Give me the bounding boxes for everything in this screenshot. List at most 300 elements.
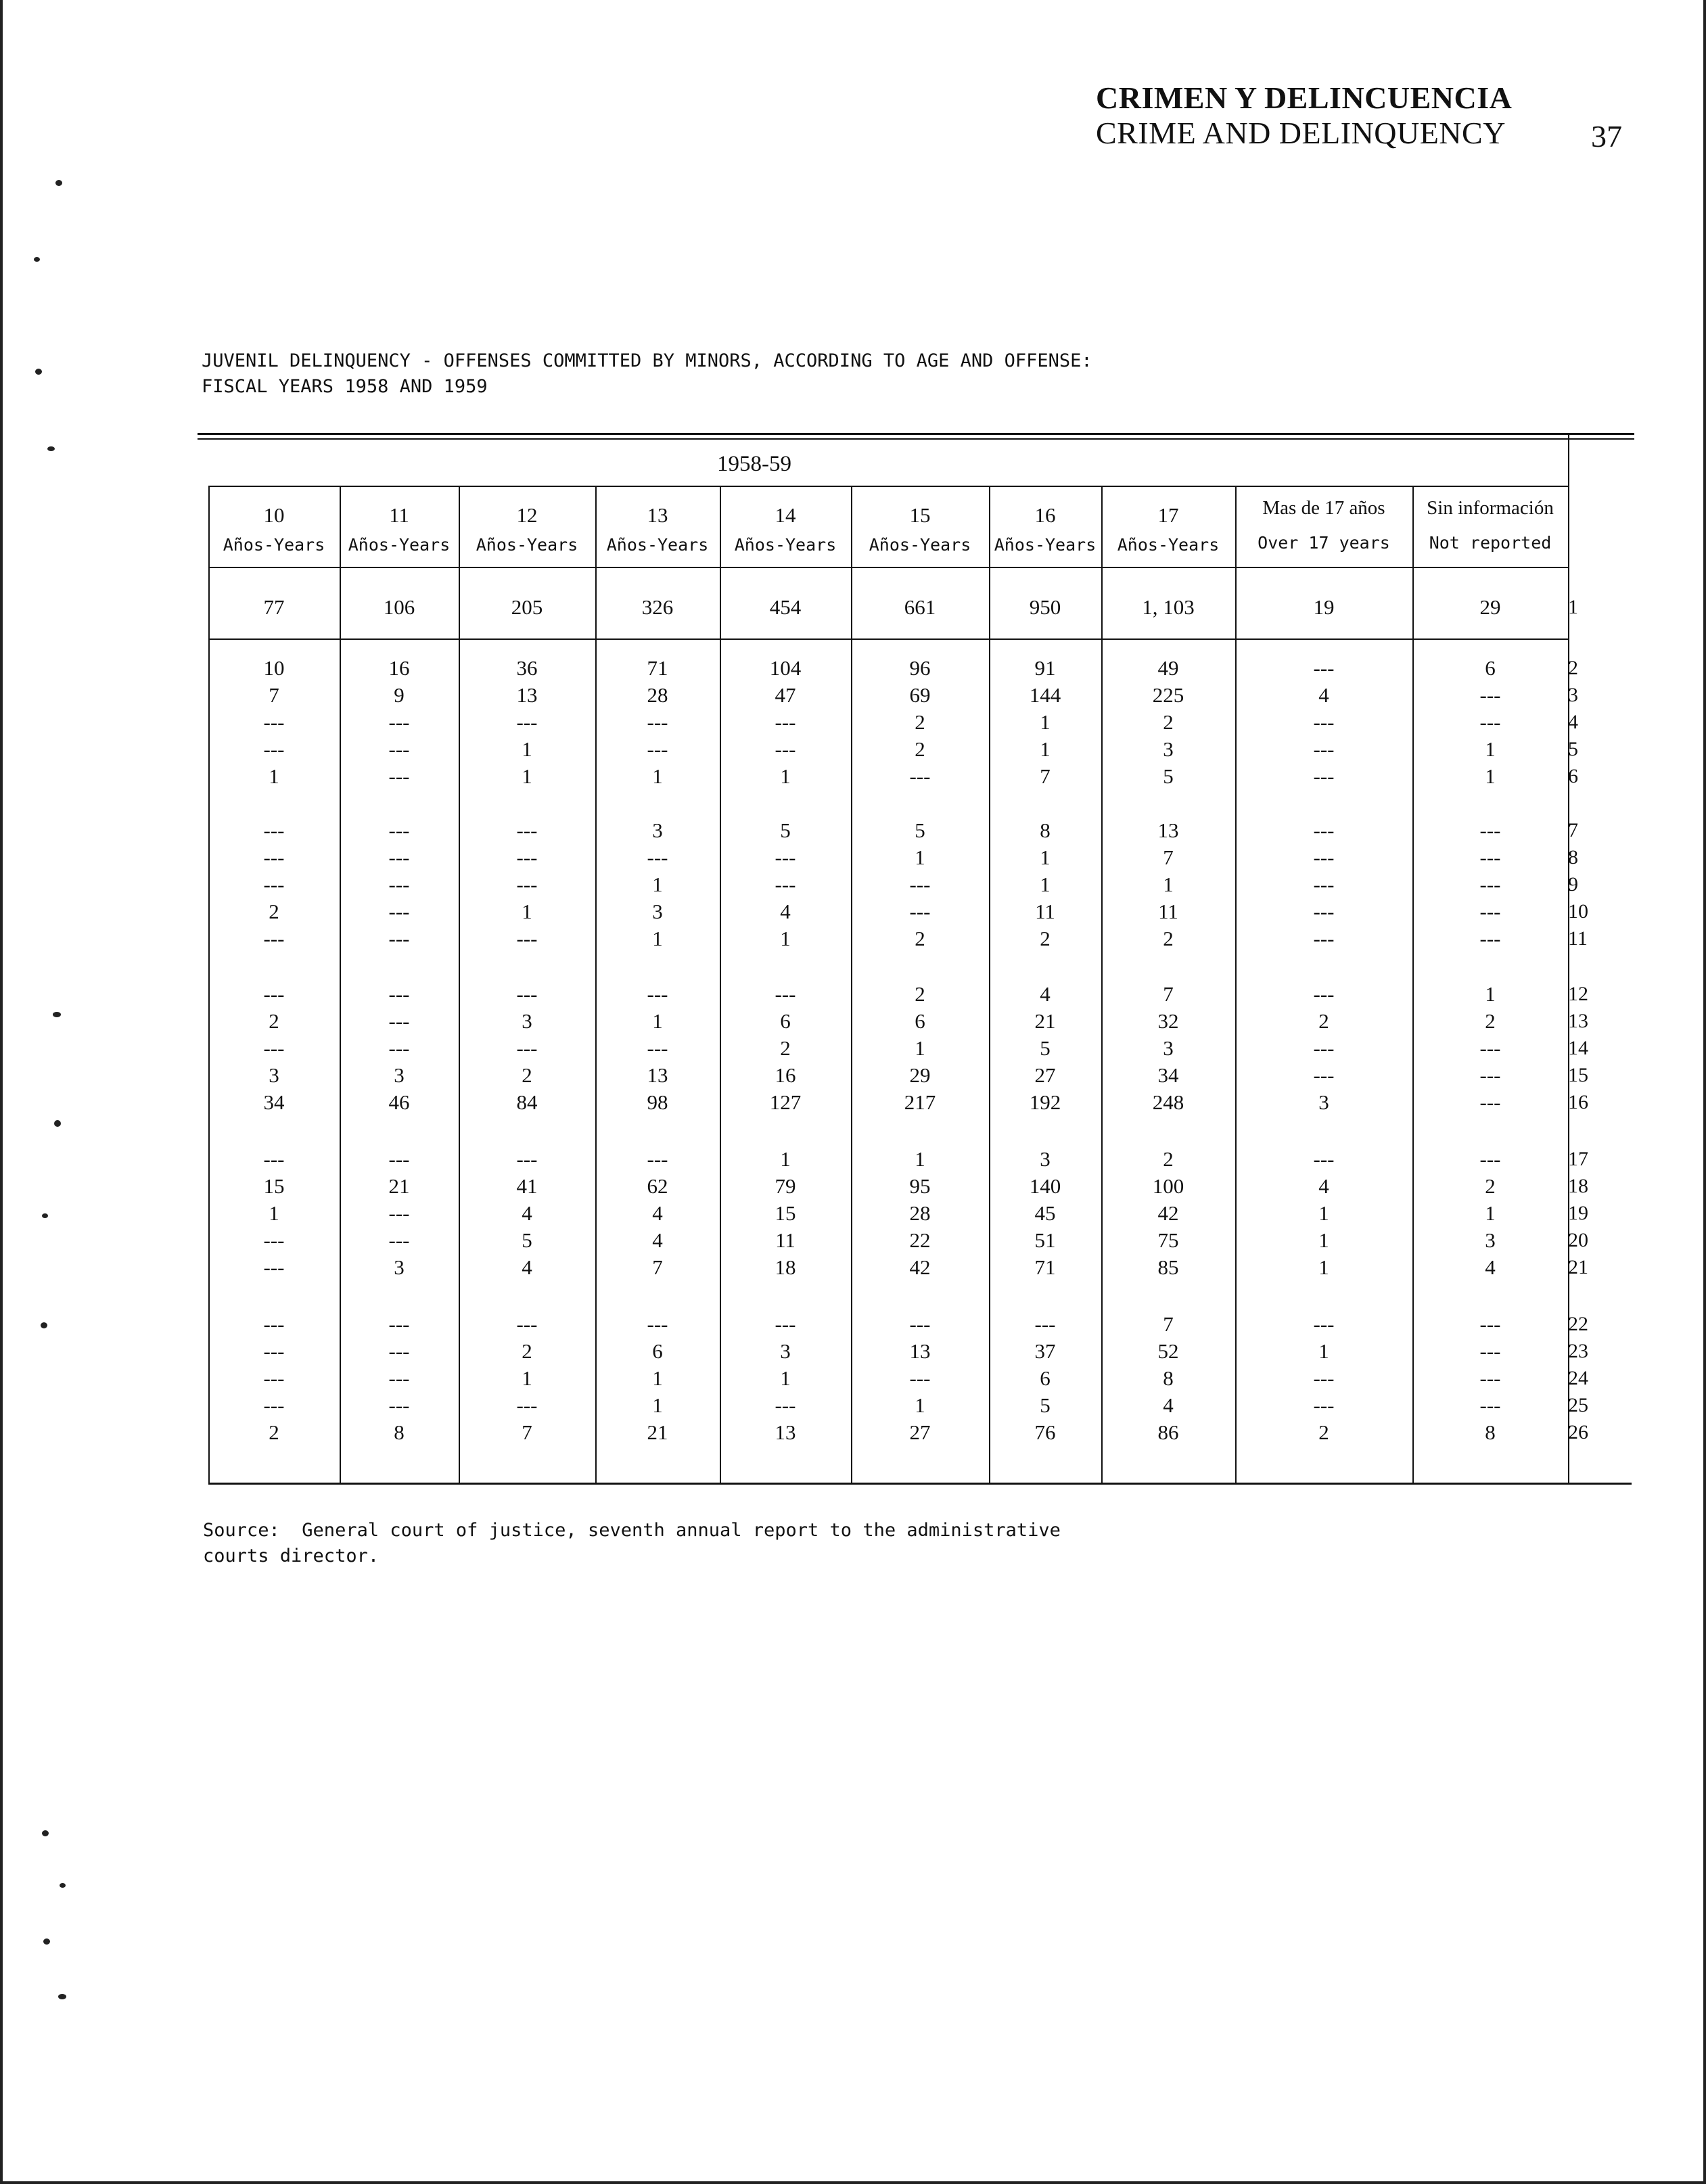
table-cell: 1 [1485, 1201, 1496, 1225]
column-header-top: 15 [909, 503, 931, 527]
table-cell: 5 [780, 818, 791, 842]
scan-speck [35, 369, 42, 375]
table-cell: 15 [775, 1201, 796, 1225]
table-cell: 28 [909, 1201, 931, 1225]
table-cell: 11 [775, 1228, 796, 1252]
row-number: 25 [1568, 1394, 1588, 1416]
table-cell: 28 [647, 683, 668, 707]
column-header-bottom: Años-Years [869, 535, 971, 555]
table-cell: 1 [1040, 710, 1051, 734]
table-cell: 4 [1163, 1393, 1174, 1417]
table-cell: --- [909, 900, 931, 923]
column-header-bottom: Años-Years [476, 535, 578, 555]
table-cell: 7 [1163, 845, 1174, 869]
scan-speck [60, 1883, 66, 1888]
table-cell: 71 [1034, 1255, 1056, 1279]
row-number: 8 [1568, 846, 1578, 868]
table-cell: 4 [522, 1201, 532, 1225]
column-header [1412, 497, 1568, 558]
table-cell: 1 [915, 1147, 925, 1171]
table-cell: 1 [1318, 1228, 1329, 1252]
table-cell: --- [1479, 1393, 1501, 1417]
table-cell: 85 [1157, 1255, 1179, 1279]
table-cell: 7 [269, 683, 279, 707]
table-cell: --- [1313, 927, 1335, 950]
table-cell: --- [1313, 1036, 1335, 1060]
row-number: 13 [1568, 1010, 1588, 1032]
table-cell: 1 [915, 845, 925, 869]
table-cell: 52 [1157, 1339, 1179, 1363]
table-cell: --- [775, 873, 796, 896]
table-cell: --- [909, 764, 931, 788]
table-cell: 47 [775, 683, 796, 707]
table-cell: --- [1479, 818, 1501, 842]
table-top-rule [198, 433, 1634, 435]
table-cell: --- [263, 1255, 285, 1279]
column-header [208, 501, 340, 560]
table-cell: --- [1313, 818, 1335, 842]
row-number: 26 [1568, 1421, 1588, 1443]
scan-speck [47, 446, 55, 451]
table-cell: 248 [1152, 1090, 1184, 1114]
table-cell: --- [388, 873, 410, 896]
table-cell: 1 [652, 764, 663, 788]
scan-speck [55, 180, 62, 186]
table-cell: 1 [1318, 1339, 1329, 1363]
table-cell: 2 [1485, 1174, 1496, 1198]
row-number: 16 [1568, 1091, 1588, 1113]
table-cell: --- [388, 900, 410, 923]
column-header-bottom: Over 17 years [1258, 533, 1390, 553]
table-cell: 4 [652, 1228, 663, 1252]
table-cell: --- [388, 1201, 410, 1225]
table-cell: 21 [388, 1174, 410, 1198]
table-cell: 98 [647, 1090, 668, 1114]
column-header [720, 501, 851, 560]
table-cell: --- [1034, 1312, 1056, 1336]
table-cell: 1 [269, 764, 279, 788]
table-cell: 4 [780, 900, 791, 923]
table-cell: 8 [394, 1420, 405, 1444]
table-cell: 84 [516, 1090, 538, 1114]
table-cell: 2 [1163, 1147, 1174, 1171]
table-cell: 3 [652, 818, 663, 842]
table-cell: 1 [1040, 873, 1051, 896]
table-cell: --- [516, 982, 538, 1006]
table-cell: 2 [915, 737, 925, 761]
table-cell: --- [1313, 764, 1335, 788]
column-rule [340, 486, 341, 1484]
table-cell: 1 [522, 1366, 532, 1390]
column-header-top: 17 [1157, 503, 1179, 527]
table-cell: 5 [1040, 1393, 1051, 1417]
column-header-top: Mas de 17 años [1262, 497, 1385, 519]
table-cell: --- [647, 1036, 668, 1060]
table-cell: --- [1479, 710, 1501, 734]
table-cell: --- [263, 1393, 285, 1417]
column-header [989, 501, 1101, 560]
row-number: 10 [1568, 900, 1588, 923]
table-cell: 7 [652, 1255, 663, 1279]
table-cell: 1 [915, 1036, 925, 1060]
table-cell: 1 [1318, 1201, 1329, 1225]
table-cell: --- [1479, 845, 1501, 869]
table-cell: --- [516, 1312, 538, 1336]
table-cell: --- [388, 845, 410, 869]
scan-speck [58, 1994, 66, 1999]
table-cell: 1 [522, 764, 532, 788]
table-cell: 4 [1485, 1255, 1496, 1279]
period-rule [208, 486, 1568, 487]
row-number: 9 [1568, 873, 1578, 896]
table-cell: --- [263, 1312, 285, 1336]
table-cell: --- [388, 737, 410, 761]
table-cell: --- [516, 845, 538, 869]
table-cell: 9 [394, 683, 405, 707]
table-cell: --- [516, 1393, 538, 1417]
row-number: 22 [1568, 1313, 1588, 1335]
table-cell: --- [388, 1366, 410, 1390]
table-cell: 140 [1029, 1174, 1061, 1198]
table-cell: 2 [522, 1339, 532, 1363]
table-cell: 22 [909, 1228, 931, 1252]
table-cell: 13 [1157, 818, 1179, 842]
table-cell: --- [775, 982, 796, 1006]
table-cell: --- [1313, 1063, 1335, 1087]
table-cell: 1 [1485, 737, 1496, 761]
row-number: 19 [1568, 1202, 1588, 1224]
page-number: 37 [1591, 119, 1622, 154]
table-cell: --- [388, 710, 410, 734]
table-cell: 7 [522, 1420, 532, 1444]
table-cell: --- [263, 1339, 285, 1363]
table-cell: 6 [915, 1009, 925, 1033]
table-cell: 6 [1485, 656, 1496, 680]
table-cell: 2 [915, 982, 925, 1006]
table-cell: 69 [909, 683, 931, 707]
table-cell: 13 [909, 1339, 931, 1363]
table-cell: --- [516, 710, 538, 734]
table-cell: 91 [1034, 656, 1056, 680]
table-cell: 6 [1040, 1366, 1051, 1390]
row-number: 7 [1568, 819, 1578, 841]
table-cell: 34 [1157, 1063, 1179, 1087]
table-cell: --- [1479, 1063, 1501, 1087]
table-cell: --- [388, 1036, 410, 1060]
table-cell: 1 [780, 1147, 791, 1171]
column-header [340, 501, 459, 560]
row-number: 23 [1568, 1340, 1588, 1362]
table-cell: 5 [1040, 1036, 1051, 1060]
table-cell: --- [388, 927, 410, 950]
table-cell: 2 [780, 1036, 791, 1060]
row-number: 4 [1568, 711, 1578, 733]
column-rule [595, 486, 597, 1484]
table-cell: 2 [269, 900, 279, 923]
table-cell: --- [388, 1009, 410, 1033]
table-cell: 95 [909, 1174, 931, 1198]
row-number: 3 [1568, 684, 1578, 706]
table-cell: --- [1479, 927, 1501, 950]
table-cell: --- [388, 982, 410, 1006]
table-cell: 45 [1034, 1201, 1056, 1225]
table-cell: --- [516, 1147, 538, 1171]
scan-speck [34, 257, 40, 262]
table-cell: 3 [1040, 1147, 1051, 1171]
table-cell: --- [263, 927, 285, 950]
row-number: 18 [1568, 1175, 1588, 1197]
table-cell: --- [647, 1312, 668, 1336]
row-number: 14 [1568, 1037, 1588, 1059]
table-cell: --- [1313, 873, 1335, 896]
table-cell: 1 [652, 1009, 663, 1033]
scan-speck [43, 1938, 50, 1945]
table-cell: --- [263, 1036, 285, 1060]
table-cell: --- [516, 873, 538, 896]
table-cell: --- [1313, 982, 1335, 1006]
table-cell: --- [263, 1147, 285, 1171]
table-cell: 27 [909, 1420, 931, 1444]
scan-speck [41, 1322, 47, 1328]
table-cell: 42 [909, 1255, 931, 1279]
table-cell: 75 [1157, 1228, 1179, 1252]
table-cell: --- [775, 1393, 796, 1417]
table-cell: --- [647, 1147, 668, 1171]
table-cell: 1 [915, 1393, 925, 1417]
table-cell: 2 [522, 1063, 532, 1087]
table-cell: 8 [1485, 1420, 1496, 1444]
row-number: 21 [1568, 1256, 1588, 1278]
table-cell: 1 [1318, 1255, 1329, 1279]
row-number: 24 [1568, 1367, 1588, 1389]
table-cell: 104 [769, 656, 802, 680]
table-cell: 21 [1034, 1009, 1056, 1033]
table-cell: 3 [394, 1255, 405, 1279]
table-cell: 3 [1163, 737, 1174, 761]
table-cell: 49 [1157, 656, 1179, 680]
column-rule [208, 486, 210, 1484]
table-cell: 10 [263, 656, 285, 680]
table-cell: 127 [769, 1090, 802, 1114]
row-number: 17 [1568, 1148, 1588, 1170]
header-title-english: CRIME AND DELINQUENCY [1096, 116, 1506, 150]
table-cell: 8 [1040, 818, 1051, 842]
table-cell: --- [263, 818, 285, 842]
table-cell: --- [1313, 1312, 1335, 1336]
table-cell: --- [1313, 1147, 1335, 1171]
table-cell: --- [647, 845, 668, 869]
table-cell: 1 [1040, 737, 1051, 761]
scan-speck [54, 1120, 61, 1127]
table-cell: --- [775, 710, 796, 734]
table-cell: 27 [1034, 1063, 1056, 1087]
total-cell: 326 [641, 595, 674, 619]
table-cell: --- [388, 764, 410, 788]
table-cell: 6 [780, 1009, 791, 1033]
column-header-top: 10 [263, 503, 285, 527]
table-cell: 192 [1029, 1090, 1061, 1114]
table-cell: --- [1313, 900, 1335, 923]
table-cell: 1 [269, 1201, 279, 1225]
table-cell: 11 [1035, 900, 1055, 923]
table-cell: 1 [652, 927, 663, 950]
table-cell: --- [516, 818, 538, 842]
table-cell: 2 [1485, 1009, 1496, 1033]
header-title-spanish: CRIMEN Y DELINCUENCIA [1096, 80, 1513, 115]
table-cell: 3 [394, 1063, 405, 1087]
table-cell: 11 [1158, 900, 1178, 923]
table-cell: --- [647, 982, 668, 1006]
table-cell: 4 [1318, 683, 1329, 707]
table-cell: 100 [1152, 1174, 1184, 1198]
column-header-top: Sin información [1427, 497, 1554, 519]
table-cell: 5 [1163, 764, 1174, 788]
column-header-bottom: Años-Years [606, 535, 709, 555]
table-cell: 1 [780, 764, 791, 788]
table-cell: 7 [1040, 764, 1051, 788]
column-header [459, 501, 595, 560]
row-number: 20 [1568, 1229, 1588, 1251]
column-header [1101, 501, 1235, 560]
table-cell: 79 [775, 1174, 796, 1198]
table-cell: 16 [388, 656, 410, 680]
table-cell: 21 [647, 1420, 668, 1444]
scan-speck [42, 1213, 48, 1218]
table-cell: --- [647, 710, 668, 734]
table-cell: 3 [1485, 1228, 1496, 1252]
total-cell: 950 [1029, 595, 1061, 619]
table-cell: 16 [775, 1063, 796, 1087]
column-header-bottom: Años-Years [994, 535, 1097, 555]
header-bottom-rule [208, 567, 1568, 568]
table-cell: --- [263, 873, 285, 896]
table-cell: --- [1479, 1312, 1501, 1336]
column-header-top: 11 [389, 503, 409, 527]
table-cell: --- [909, 873, 931, 896]
table-cell: --- [263, 1228, 285, 1252]
table-cell: --- [1479, 1147, 1501, 1171]
table-cell: --- [1313, 656, 1335, 680]
table-cell: --- [1313, 845, 1335, 869]
total-cell: 77 [263, 595, 285, 619]
table-cell: 51 [1034, 1228, 1056, 1252]
table-cell: 36 [516, 656, 538, 680]
total-cell: 19 [1313, 595, 1335, 619]
table-cell: 2 [1040, 927, 1051, 950]
table-cell: 2 [915, 710, 925, 734]
table-cell: --- [1313, 1366, 1335, 1390]
table-cell: 3 [780, 1339, 791, 1363]
table-bottom-rule [208, 1483, 1632, 1485]
table-cell: 3 [1318, 1090, 1329, 1114]
column-rule [851, 486, 852, 1484]
table-cell: 3 [1163, 1036, 1174, 1060]
table-cell: 34 [263, 1090, 285, 1114]
table-cell: 2 [1163, 710, 1174, 734]
table-cell: 4 [1040, 982, 1051, 1006]
table-cell: 2 [1318, 1420, 1329, 1444]
total-cell: 454 [769, 595, 802, 619]
table-cell: --- [1313, 737, 1335, 761]
table-cell: --- [1313, 710, 1335, 734]
total-cell: 205 [511, 595, 543, 619]
table-cell: 2 [269, 1420, 279, 1444]
table-cell: --- [388, 818, 410, 842]
table-cell: 4 [1318, 1174, 1329, 1198]
column-rule [1235, 486, 1237, 1484]
column-header-top: 14 [775, 503, 796, 527]
table-cell: --- [1479, 900, 1501, 923]
table-cell: 8 [1163, 1366, 1174, 1390]
table-cell: --- [1479, 1366, 1501, 1390]
source-line-1: Source: General court of justice, seventh annual report to the administrative [203, 1520, 1061, 1541]
table-cell: --- [388, 1393, 410, 1417]
table-cell: 3 [652, 900, 663, 923]
table-cell: 29 [909, 1063, 931, 1087]
table-cell: 86 [1157, 1420, 1179, 1444]
row-number: 11 [1568, 927, 1588, 950]
table-cell: 15 [263, 1174, 285, 1198]
column-header-top: 13 [647, 503, 668, 527]
table-cell: --- [263, 737, 285, 761]
table-cell: --- [1479, 1090, 1501, 1114]
totals-rule [208, 638, 1568, 640]
table-cell: 13 [775, 1420, 796, 1444]
page-edge-left [0, 0, 3, 2184]
table-cell: 2 [269, 1009, 279, 1033]
table-cell: 5 [915, 818, 925, 842]
table-cell: 225 [1152, 683, 1184, 707]
table-title [202, 348, 1092, 400]
table-cell: 62 [647, 1174, 668, 1198]
total-cell: 29 [1479, 595, 1501, 619]
period-label: 1958-59 [717, 452, 791, 476]
table-cell: --- [1313, 1393, 1335, 1417]
row-number: 1 [1568, 596, 1578, 618]
row-number: 15 [1568, 1064, 1588, 1086]
table-cell: 32 [1157, 1009, 1179, 1033]
table-cell: 6 [652, 1339, 663, 1363]
table-cell: --- [388, 1339, 410, 1363]
table-cell: 46 [388, 1090, 410, 1114]
table-cell: --- [1479, 683, 1501, 707]
column-header [851, 501, 989, 560]
total-cell: 1, 103 [1142, 595, 1195, 619]
source-note [203, 1518, 1061, 1569]
table-cell: 13 [516, 683, 538, 707]
table-title-line-2: FISCAL YEARS 1958 AND 1959 [202, 376, 488, 397]
table-cell: 2 [1163, 927, 1174, 950]
column-rule [1412, 486, 1414, 1484]
table-cell: --- [775, 1312, 796, 1336]
table-cell: 7 [1163, 982, 1174, 1006]
table-cell: --- [1479, 1036, 1501, 1060]
table-cell: 1 [1485, 982, 1496, 1006]
row-number: 6 [1568, 765, 1578, 787]
table-cell: 71 [647, 656, 668, 680]
column-rule [459, 486, 460, 1484]
table-top-rule [198, 438, 1634, 440]
table-cell: 4 [522, 1255, 532, 1279]
column-header [595, 501, 720, 560]
table-cell: 96 [909, 656, 931, 680]
table-cell: --- [647, 737, 668, 761]
column-header-top: 16 [1034, 503, 1056, 527]
table-cell: 3 [522, 1009, 532, 1033]
row-number: 5 [1568, 738, 1578, 760]
scan-speck [42, 1830, 49, 1836]
column-header-bottom: Not reported [1429, 533, 1552, 553]
